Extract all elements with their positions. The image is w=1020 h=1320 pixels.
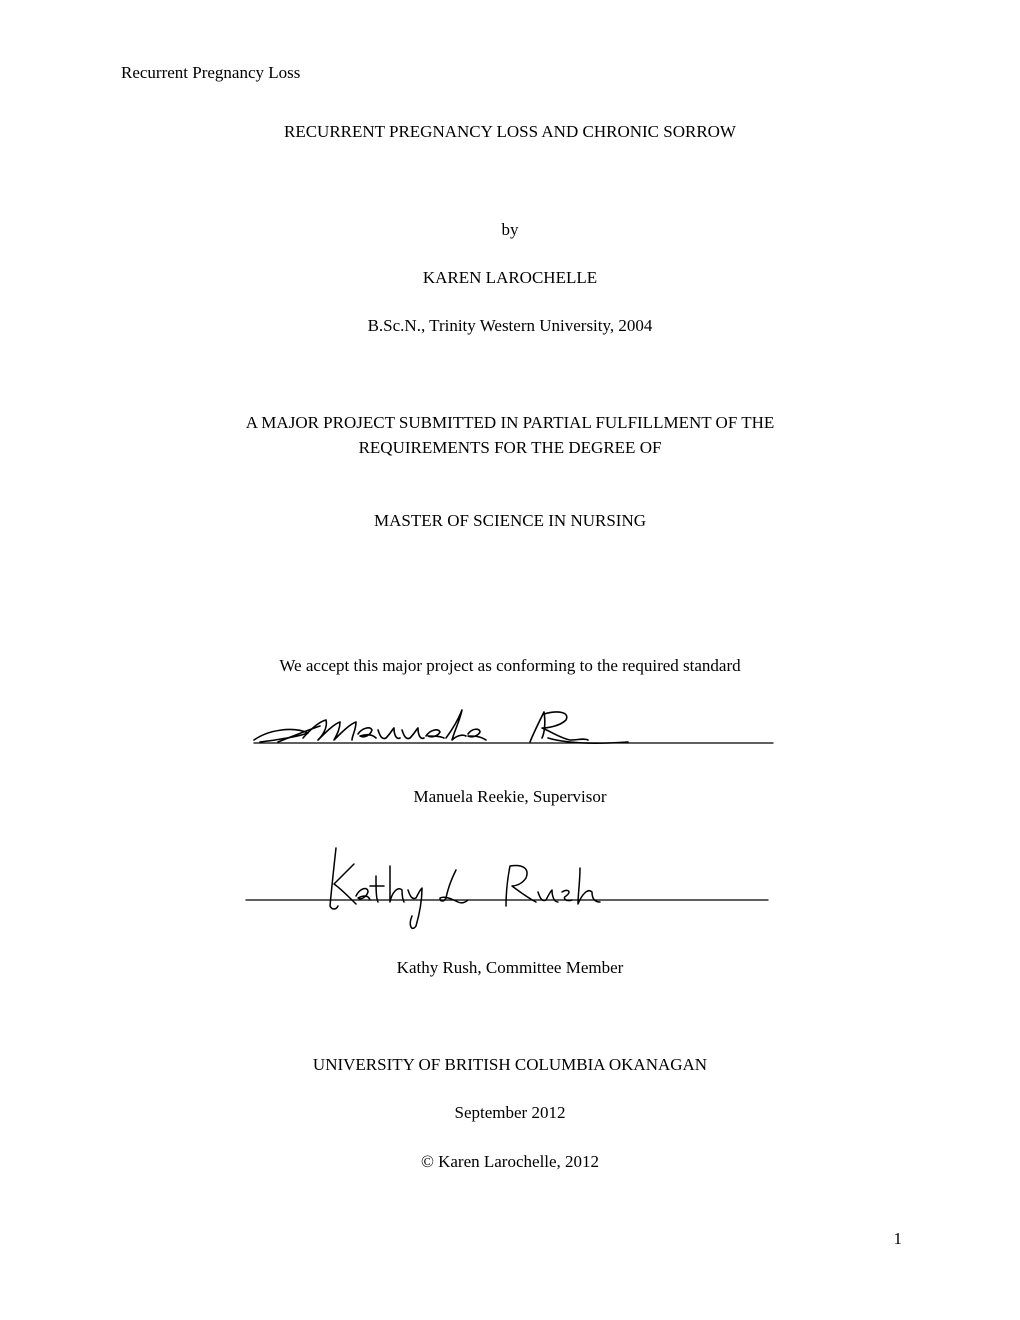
supervisor-signature: [248, 700, 778, 752]
running-head: Recurrent Pregnancy Loss: [121, 63, 301, 82]
committee-member-name: Kathy Rush, Committee Member: [396, 958, 624, 977]
acceptance-statement: We accept this major project as conforming to the required standard: [279, 656, 741, 675]
document-title: RECURRENT PREGNANCY LOSS AND CHRONIC SORROW: [284, 122, 736, 141]
committee-member-signature: [244, 836, 772, 932]
page-number: 1: [893, 1229, 902, 1248]
copyright-notice: © Karen Larochelle, 2012: [420, 1152, 600, 1171]
submission-date: September 2012: [454, 1103, 566, 1122]
submission-statement-line-1: A MAJOR PROJECT SUBMITTED IN PARTIAL FULFILLMENT OF THE: [245, 413, 775, 432]
submission-statement-line-2: REQUIREMENTS FOR THE DEGREE OF: [358, 438, 662, 457]
author-name: KAREN LAROCHELLE: [422, 268, 598, 287]
supervisor-name: Manuela Reekie, Supervisor: [413, 787, 607, 806]
degree-name: MASTER OF SCIENCE IN NURSING: [373, 511, 647, 530]
university-name: UNIVERSITY OF BRITISH COLUMBIA OKANAGAN: [312, 1055, 708, 1074]
by-line: by: [501, 220, 519, 239]
prior-degree: B.Sc.N., Trinity Western University, 2004: [367, 316, 653, 335]
